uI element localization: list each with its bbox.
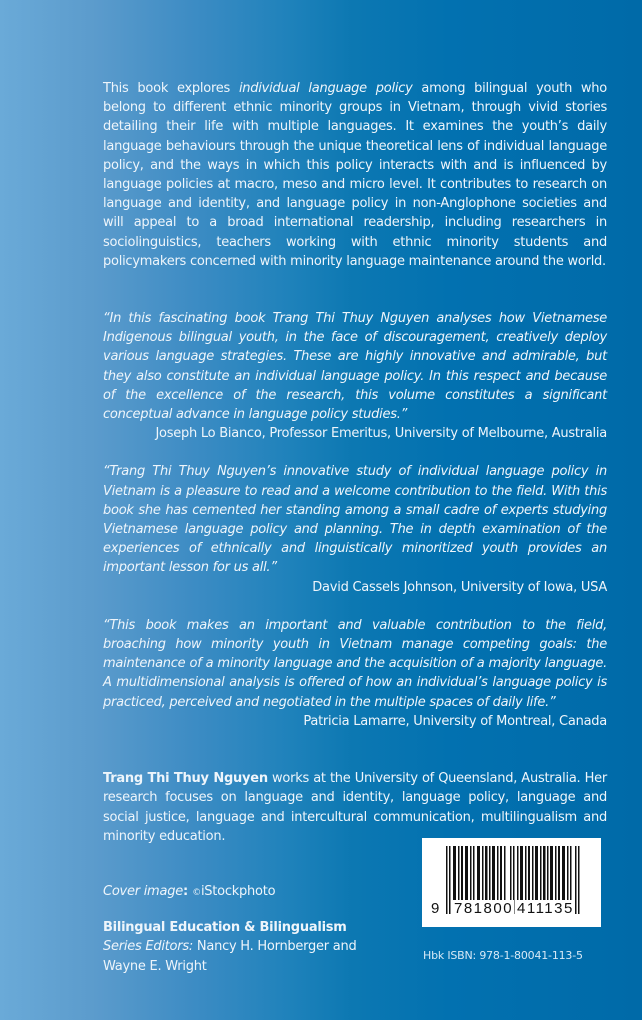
endorsement-2 [103,462,607,596]
barcode-group-1: 781800 [454,900,514,917]
endorsement-attribution: Joseph Lo Bianco, Professor Emeritus, University of Melbourne, Australia [155,426,607,442]
barcode-group-2: 411135 [517,900,574,917]
cover-credit-separator: : [182,884,193,899]
cover-credit-source: iStockphoto [200,884,276,899]
barcode [422,838,601,927]
blurb-emphasis: individual language policy [238,81,413,96]
endorsement-quote: “In this fascinating book Trang Thi Thuy Nguyen analyses how Vietnamese Indigenous bilingual youth, in the face of discouragement, creatively deploy various language strategies. These are highly innovative and admirable, but they also constitute an individual language policy. In this respect and because of the excellence of the research, this volume constitutes a significant conceptual advance in language policy studies.” [103,311,607,423]
spacer [103,731,607,769]
series-editors [103,937,356,957]
endorsement-1 [103,309,607,443]
book-description [103,79,607,271]
barcode-digit-first: 9 [431,900,440,917]
series-title: Bilingual Education & Bilingualism [103,919,347,935]
series-editors-names: Nancy H. Hornberger and [193,939,357,954]
spacer [103,443,607,462]
copyright-icon: © [192,888,201,898]
endorsement-quote: “This book makes an important and valuable contribution to the field, broaching how minority youth in Vietnam manage competing goals: the maintenance of a minority language and the acquisition of a majority language. A multidimensional analysis is offered of how an individual’s language policy is practiced, perceived and negotiated in the multiple spaces of daily life.” [103,617,607,710]
spacer [103,271,607,309]
endorsement-attribution: David Cassels Johnson, University of Iowa, USA [312,579,607,595]
endorsement-quote: “Trang Thi Thuy Nguyen’s innovative study of individual language policy in Vietnam is a pleasure to read and a welcome contribution to the field. With this book she has cemented her standing among a small cadre of experts studying Vietnamese language policy and planning. The in depth examination of the experiences of ethnically and linguistically minoritized youth provides an important lesson for us all.” [103,464,607,576]
author-name: Trang Thi Thuy Nguyen [103,771,268,787]
author-bio [103,769,607,846]
cover-credit-label: Cover image [103,884,183,899]
series-editors-label: Series Editors: [103,939,193,954]
isbn-label: Hbk ISBN: 978-1-80041-113-5 [423,949,583,962]
back-cover-content [103,79,607,846]
spacer [103,597,607,616]
series-info [103,882,356,976]
blurb-text-2: among bilingual youth who belong to different ethnic minority groups in Vietnam, through vivid stories detailing their life with multiple languages. It examines the youth’s daily language behaviours through the unique theoretical lens of individual language policy, and the ways in which this policy interacts with and is influenced by language policies at macro, meso and micro level. It contributes to research on language and identity, and language policy in non-Anglophone societies and will appeal to a broad international readership, including researchers in sociolinguistics, teachers working with ethnic minority students and policymakers concerned with minority language maintenance around the world. [103,81,607,269]
endorsement-attribution: Patricia Lamarre, University of Montreal, Canada [303,713,607,729]
cover-credit [103,882,356,904]
blurb-text-1: This book explores [103,81,239,96]
author-bio-text: works at the University of Queensland, Australia. Her research focuses on language and identity, language policy, language and social justice, language and intercultural communication, multilingualism and minority education. [103,771,607,844]
barcode-digits [422,900,601,922]
series-editors-cont: Wayne E. Wright [103,958,207,974]
endorsement-3 [103,616,607,731]
